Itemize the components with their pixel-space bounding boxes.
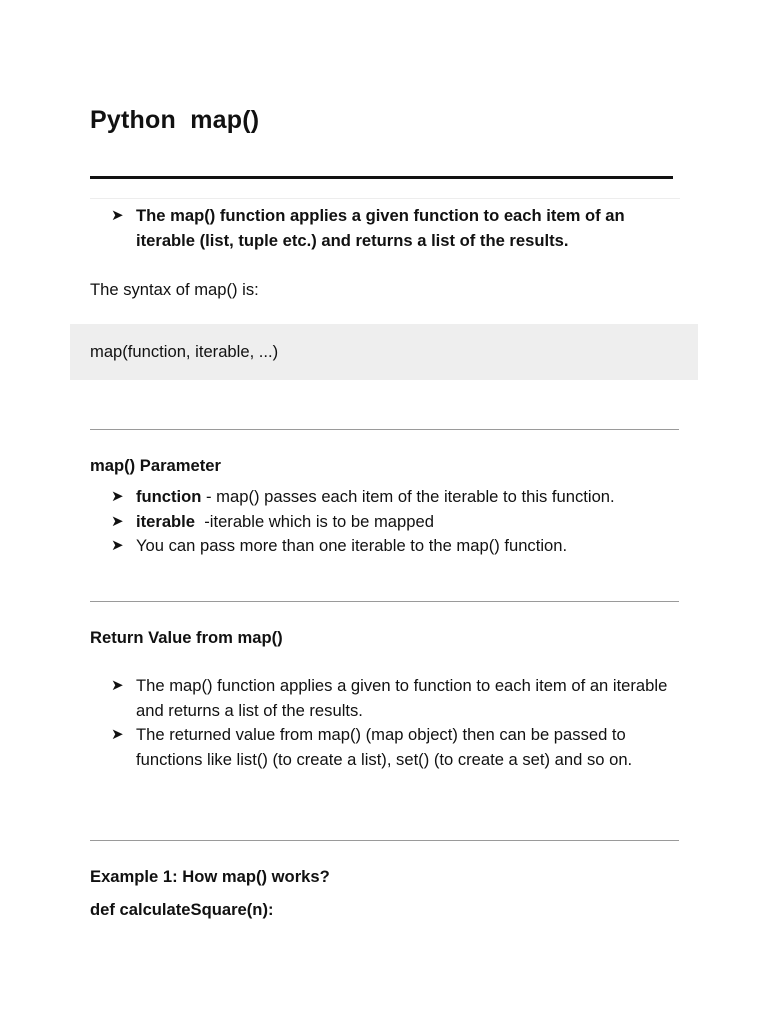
- intro-bullet-item: [111, 204, 671, 253]
- parameters-list: [111, 485, 691, 559]
- faint-divider: [90, 198, 680, 199]
- page-title: Python map(): [90, 106, 260, 134]
- parameter-term: iterable: [136, 511, 196, 531]
- example-heading: Example 1: How map() works?: [90, 867, 330, 886]
- arrow-bullet-icon: ➤: [111, 726, 124, 743]
- syntax-code: map(function, iterable, ...): [90, 342, 279, 361]
- return-value-item: [111, 674, 671, 723]
- parameter-description: -iterable which is to be mapped: [195, 511, 434, 531]
- intro-bullet-text: The map() function applies a given function to each item of an iterable (list, tuple etc.) and returns a list of the results.: [136, 206, 625, 250]
- example-code-line: def calculateSquare(n):: [90, 900, 274, 919]
- return-value-text: The map() function applies a given to function to each item of an iterable and returns a list of the results.: [136, 676, 668, 720]
- return-value-text: The returned value from map() (map object) then can be passed to functions like list() (to create a list), set() (to create a set) and so on.: [136, 725, 633, 769]
- section-divider: [90, 601, 679, 602]
- parameters-heading: map() Parameter: [90, 456, 221, 475]
- parameter-term: function: [136, 487, 202, 506]
- parameter-description: You can pass more than one iterable to the map() function.: [136, 536, 568, 555]
- parameter-description: - map() passes each item of the iterable to this function.: [201, 487, 615, 506]
- title-underline: [90, 176, 673, 179]
- return-value-item: [111, 723, 671, 772]
- parameter-item: [111, 485, 691, 510]
- arrow-bullet-icon: ➤: [111, 677, 124, 694]
- return-value-list: [111, 674, 671, 772]
- section-divider: [90, 840, 679, 841]
- arrow-bullet-icon: ➤: [111, 488, 124, 505]
- return-value-heading: Return Value from map(): [90, 628, 283, 647]
- syntax-code-block: [70, 324, 698, 380]
- syntax-intro: The syntax of map() is:: [90, 280, 259, 299]
- section-divider: [90, 429, 679, 430]
- parameter-item: [111, 534, 691, 559]
- arrow-bullet-icon: ➤: [111, 537, 124, 554]
- arrow-bullet-icon: ➤: [111, 207, 124, 224]
- arrow-bullet-icon: ➤: [111, 512, 124, 530]
- parameter-item: [111, 510, 691, 535]
- intro-bullet-list: [111, 204, 671, 253]
